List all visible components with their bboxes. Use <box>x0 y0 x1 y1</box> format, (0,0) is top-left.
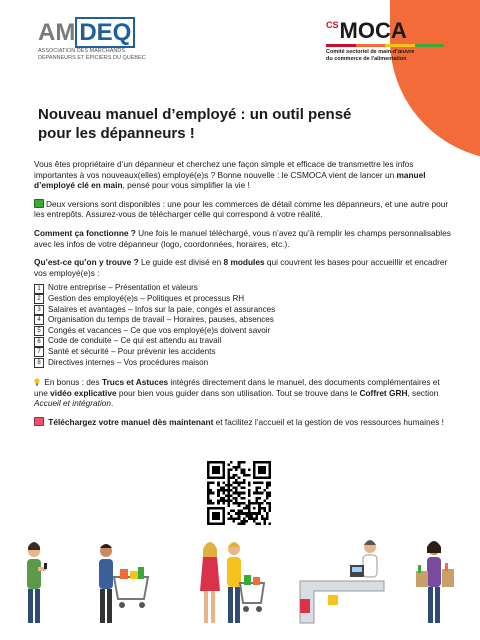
intro-bold: manuel d’employé clé en main <box>34 169 426 191</box>
modules-list <box>34 283 452 368</box>
csmoca-color-bar <box>326 44 444 47</box>
module-item <box>34 305 452 316</box>
module-number-icon: 2 <box>34 294 44 304</box>
module-text: Gestion des employé(e)s – Politiques et processus RH <box>48 293 245 303</box>
what-text-2: qui couvrent les bases pour accueillir et encadrer vos employé(e)s : <box>34 257 448 278</box>
bonus-text-2: intégrés directement dans le manuel, des documents complémentaires et une <box>34 377 440 398</box>
csmoca-logo <box>326 20 444 62</box>
csmoca-name: MOCA <box>339 18 407 43</box>
shopper-woman-bags-illustration <box>412 533 456 633</box>
amdeq-logo-deq: DEQ <box>75 17 135 48</box>
bonus-bold-3: Coffret GRH <box>359 387 408 398</box>
inbox-download-icon <box>34 417 44 426</box>
module-item <box>34 294 452 305</box>
intro-paragraph <box>34 159 452 191</box>
intro-text-2: , pensé pour vous simplifier la vie ! <box>122 180 250 191</box>
module-text: Organisation du temps de travail – Horaires, pauses, absences <box>48 315 274 325</box>
bonus-italic: Accueil et intégration <box>34 398 112 409</box>
shopper-couple-cart-illustration <box>196 533 268 633</box>
what-paragraph <box>34 257 452 278</box>
module-text: Code de conduite – Ce qui est attendu au travail <box>48 336 222 346</box>
module-item <box>34 347 452 358</box>
bonus-bold-2: vidéo explicative <box>50 387 117 398</box>
how-text: Une fois le manuel téléchargé, vous n’avez qu’à remplir les champs personnalisables avec les infos de votre dépanneur (logo, coordonnées, horaires, etc.). <box>34 227 451 249</box>
module-text: Directives internes – Vos procédures maison <box>48 357 209 367</box>
amdeq-tagline-2: DÉPANNEURS ET ÉPICIERS DU QUÉBEC <box>38 54 146 61</box>
book-icon <box>34 199 44 208</box>
module-number-icon: 8 <box>34 358 44 368</box>
module-item <box>34 326 452 337</box>
module-number-icon: 4 <box>34 315 44 325</box>
module-text: Congés et vacances – Ce que vos employé(e)s doivent savoir <box>48 325 271 335</box>
bonus-bold-1: Trucs et Astuces <box>101 377 169 388</box>
how-paragraph <box>34 228 452 249</box>
module-item <box>34 358 452 369</box>
qr-code[interactable] <box>207 461 271 525</box>
versions-paragraph <box>34 199 452 220</box>
versions-text: Deux versions sont disponibles : une pour les commerces de détail comme les dépanneurs, et une autre pour les entrepôts. Assurez-vous de télécharger celle qui correspond à votre réalité. <box>34 198 449 220</box>
title-line-1: Nouveau manuel d’employé : un outil pensé <box>38 106 352 123</box>
bonus-text-3: pour bien vous guider dans son utilisation. Tout se trouve dans le <box>116 387 360 398</box>
module-item <box>34 315 452 326</box>
cashier-counter-illustration <box>298 533 390 633</box>
csmoca-tagline-1: Comité sectoriel de main-d'œuvre <box>326 49 415 55</box>
lightbulb-icon <box>34 378 40 386</box>
download-text: et facilitez l’accueil et la gestion de vos ressources humaines ! <box>213 416 444 427</box>
module-number-icon: 3 <box>34 305 44 315</box>
download-bold: Téléchargez votre manuel dès maintenant <box>46 416 214 427</box>
amdeq-tagline-1: ASSOCIATION DES MARCHANDS <box>38 48 125 54</box>
what-bold-2: 8 modules <box>223 257 265 268</box>
module-number-icon: 1 <box>34 284 44 294</box>
body-content <box>34 159 452 435</box>
amdeq-logo <box>38 20 158 61</box>
module-number-icon: 5 <box>34 326 44 336</box>
module-text: Salaires et avantages – Infos sur la paie, congés et assurances <box>48 304 276 314</box>
module-number-icon: 7 <box>34 347 44 357</box>
module-text: Santé et sécurité – Pour prévenir les accidents <box>48 346 216 356</box>
page-title <box>38 105 368 143</box>
bonus-text-4: , section <box>407 387 439 398</box>
module-number-icon: 6 <box>34 337 44 347</box>
what-text-1: Le guide est divisé en <box>138 257 224 268</box>
amdeq-logo-am: AM <box>38 19 76 46</box>
title-line-2: pour les dépanneurs ! <box>38 125 195 142</box>
shopper-man-cart-illustration <box>92 533 154 633</box>
csmoca-prefix: CS <box>326 20 339 30</box>
bonus-text-5: . <box>111 398 114 409</box>
module-text: Notre entreprise – Présentation et valeurs <box>48 283 198 293</box>
how-bold: Comment ça fonctionne ? <box>34 227 136 238</box>
download-paragraph <box>34 417 452 428</box>
bonus-paragraph <box>34 377 452 409</box>
intro-text-1: Vous êtes propriétaire d’un dépanneur et cherchez une façon simple et efficace de transmettre les infos importantes à vos nouveaux(elles) employé(e)s ? Bonne nouvelle : le CSMOCA vient de lancer un <box>34 159 414 180</box>
what-bold-1: Qu’est-ce qu’on y trouve ? <box>34 257 139 268</box>
csmoca-tagline-2: du commerce de l'alimentation <box>326 55 407 62</box>
module-item <box>34 283 452 294</box>
module-item <box>34 336 452 347</box>
shopper-woman-phone-illustration <box>18 533 52 633</box>
bonus-text-1: En bonus : des <box>42 377 102 388</box>
